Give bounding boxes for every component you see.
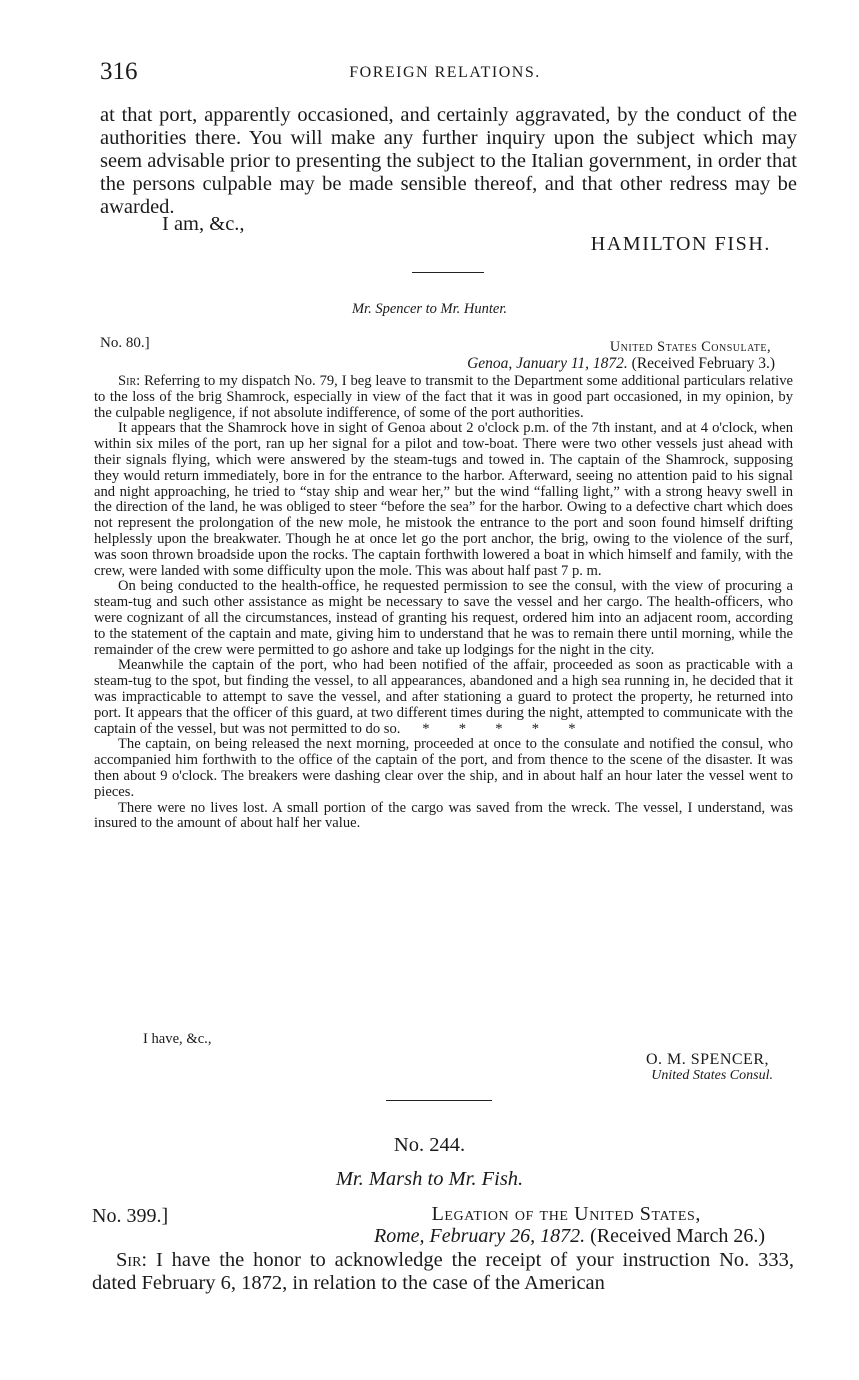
letter-place: Legation of the United States, bbox=[431, 1203, 701, 1225]
running-head: FOREIGN RELATIONS. bbox=[349, 64, 541, 81]
salutation: Sir: bbox=[116, 1249, 148, 1271]
dispatch-number: No. 80.] bbox=[100, 335, 150, 351]
omission-marks: * * * * * bbox=[422, 720, 576, 737]
dispatch-number: No. 399.] bbox=[92, 1205, 169, 1227]
letter-date bbox=[467, 355, 775, 373]
received-date: (Received February 3.) bbox=[631, 355, 775, 372]
letter-paragraph: It appears that the Shamrock hove in sight of Genoa about 2 o'clock p.m. of the 7th instant, and at 4 o'clock, when within six miles of the port, ran up her signal for a pilot and tow-boat. There were two other vessels just ahead with their signals flying, which were answered by the steam-tugs and towed in. The captain of the Shamrock, supposing they would return immediately, bore in for the entrance to the harbor. Afterward, seeing no attention paid to his signal and night approaching, he tried to “stay ship and wear her,” but the wind “falling light,” with a strong heavy swell in the direction of the land, he was obliged to steer “before the sea” for the harbor. Owing to a defective chart which does not represent the prolongation of the new mole, he mistook the entrance to the port and soon found himself drifting helplessly upon the breakwater. Though he at once let go the port anchor, the brig, owing to the violence of the surf, was soon thrown broadside upon the rocks. The captain forthwith lowered a boat in which himself and family, with the crew, were landed with some difficulty upon the mole. This was about half past 7 p. m. bbox=[94, 420, 793, 579]
salutation: Sir: bbox=[118, 373, 141, 389]
signature: HAMILTON FISH. bbox=[590, 233, 771, 255]
letter-date bbox=[374, 1225, 765, 1248]
letter-paragraph: There were no lives lost. A small portion of the cargo was saved from the wreck. The vessel, I understand, was insured to the amount of about half her value. bbox=[94, 799, 793, 832]
letter-heading: Mr. Marsh to Mr. Fish. bbox=[335, 1168, 524, 1190]
date-text: Genoa, January 11, 1872. bbox=[467, 355, 628, 372]
section-divider bbox=[386, 1100, 492, 1101]
section-divider bbox=[412, 272, 484, 273]
letter-place: United States Consulate, bbox=[609, 339, 771, 355]
signature-title: United States Consul. bbox=[651, 1068, 773, 1083]
date-text: Rome, February 26, 1872. bbox=[374, 1225, 586, 1247]
continuation-paragraph: at that port, apparently occasioned, and certainly aggravated, by the conduct of the authorities there. You will make any further inquiry upon the subject which may seem advisable prior to presenting the subject to the Italian government, in order that the persons culpable may be made sensible thereof, and that other redress may be awarded. bbox=[100, 104, 797, 218]
letter-heading: Mr. Spencer to Mr. Hunter. bbox=[351, 301, 508, 317]
letter-paragraph: Sir: I have the honor to acknowledge the receipt of your instruction No. 333, dated February 6, 1872, in relation to the case of the American bbox=[92, 1249, 794, 1294]
letter-body bbox=[94, 374, 793, 832]
letter-paragraph: The captain, on being released the next morning, proceeded at once to the consulate and notified the consul, who accompanied him forthwith to the office of the captain of the port, and from thence to the scene of the disaster. It was then about 9 o'clock. The breakers were dashing clear over the ship, and in about half an hour later the vessel went to pieces. bbox=[94, 736, 793, 800]
received-date: (Received March 26.) bbox=[590, 1225, 765, 1247]
signature: O. M. SPENCER, bbox=[645, 1051, 769, 1068]
page-header bbox=[100, 58, 790, 88]
closing-line: I have, &c., bbox=[143, 1031, 212, 1047]
page-number: 316 bbox=[100, 58, 138, 85]
closing-line: I am, &c., bbox=[162, 213, 245, 235]
letter-paragraph: On being conducted to the health-office, he requested permission to see the consul, with the view of procuring a steam-tug and such other assistance as might be necessary to save the vessel and her cargo. The health-officers, who were cognizant of all the circumstances, instead of granting his request, ordered him into an adjacent room, according to the statement of the captain and mate, giving him to understand that he was to remain there until morning, while the remainder of the crew were permitted to go ashore and take up lodgings for the night in the city. bbox=[94, 578, 793, 658]
letter-paragraph: Meanwhile the captain of the port, who had been notified of the affair, proceeded as soon as practicable with a steam-tug to the spot, but finding the vessel, to all appearances, abandoned and a high sea running in, he decided that it was impracticable to attempt to save the vessel, and after stationing a guard to protect the property, he returned into port. It appears that the officer of this guard, at two different times during the night, attempted to communicate with the captain of the vessel, but was not permitted to do so. * * * * * bbox=[94, 657, 793, 737]
letter-paragraph: Sir: Referring to my dispatch No. 79, I beg leave to transmit to the Department some additional particulars relative to the loss of the brig Shamrock, especially in view of the fact that it was in good part occasioned, in my opinion, by the culpable negligence, if not absolute indifference, of some of the port authorities. bbox=[94, 373, 793, 421]
document-number-heading: No. 244. bbox=[393, 1134, 466, 1156]
